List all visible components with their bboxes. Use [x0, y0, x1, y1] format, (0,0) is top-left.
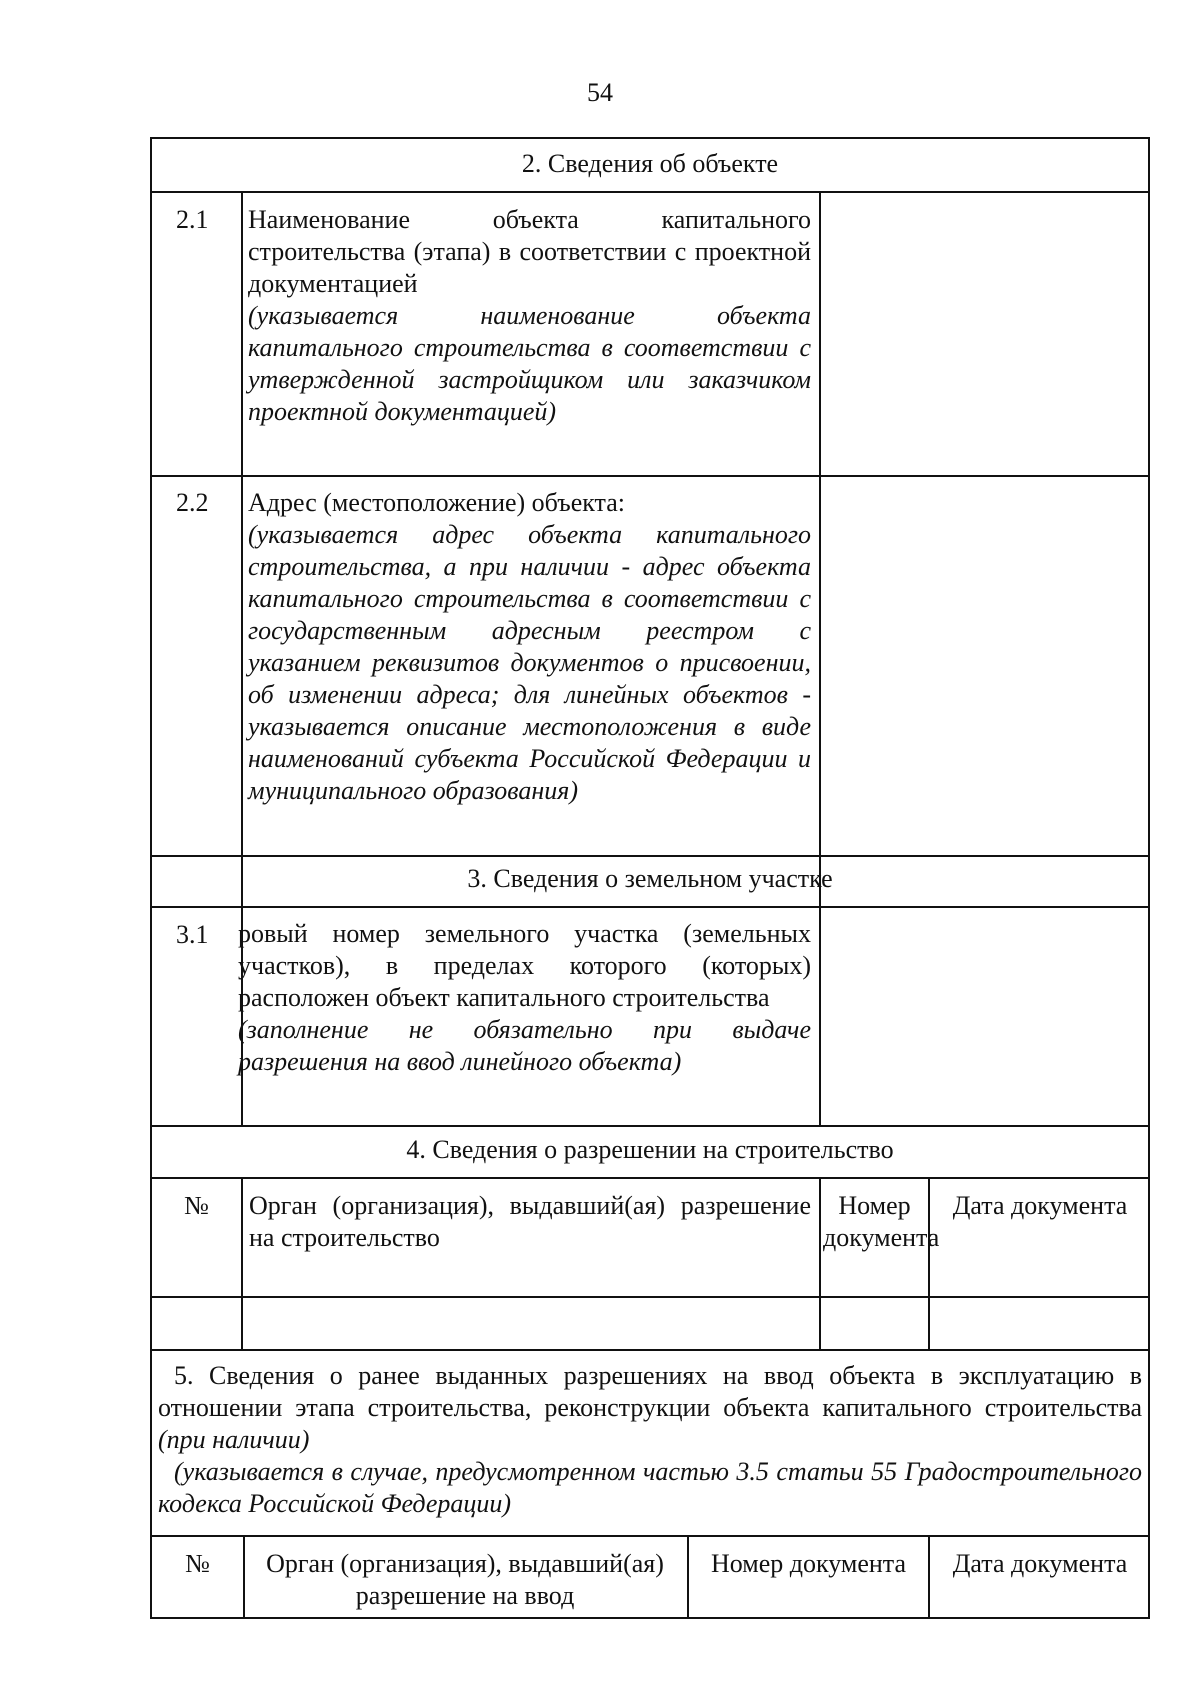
sec5-head-doc-date: Дата документа	[952, 1549, 1128, 1578]
col-rule-num-5	[243, 1535, 245, 1619]
row-2-1-value-cell[interactable]	[821, 193, 1148, 474]
sec4-empty-doc-date-cell[interactable]	[930, 1298, 1148, 1348]
sec4-head-num: №	[184, 1191, 209, 1220]
section5-title-hint: (при наличии)	[158, 1425, 310, 1454]
section3-title: 3. Сведения о земельном участке	[467, 864, 833, 893]
rule-row31-bottom	[150, 1125, 1150, 1127]
rule-row22-bottom	[150, 855, 1150, 857]
col-rule-doc-5	[687, 1535, 689, 1619]
row-3-1-label: ровый номер земельного участка (земельных участков), в пределах которого (которых) расположен объект капитального строительства	[238, 919, 811, 1012]
col-rule-date-5	[928, 1535, 930, 1619]
rule-sec4-empty-bottom	[150, 1349, 1150, 1351]
page-number: 54	[587, 78, 613, 107]
sec4-head-organ: Орган (организация), выдавший(ая) разрешение на строительство	[249, 1191, 811, 1252]
sec4-head-doc-date: Дата документа	[952, 1191, 1128, 1220]
row-2-1-hint: (указывается наименование объекта капитального строительства в соответствии с утвержденной застройщиком или заказчиком проектной документацией)	[248, 301, 811, 426]
row-2-2-label: Адрес (местоположение) объекта:	[248, 488, 625, 517]
row-2-2-text	[248, 487, 811, 807]
sec4-head-doc-number: Номер документа	[823, 1191, 940, 1252]
section4-title: 4. Сведения о разрешении на строительство	[406, 1135, 894, 1164]
section5-hint: (указывается в случае, предусмотренном частью 3.5 статьи 55 Градостроительного кодекса Российской Федерации)	[158, 1457, 1142, 1518]
sec5-head-num: №	[185, 1549, 210, 1578]
sec5-head-organ: Орган (организация), выдавший(ая) разрешение на ввод	[266, 1549, 664, 1610]
section5-title: 5. Сведения о ранее выданных разрешениях на ввод объекта в эксплуатацию в отношении этапа строительства, реконструкции объекта капитального строительства	[158, 1361, 1142, 1422]
row-2-2-value-cell[interactable]	[821, 477, 1148, 854]
section2-title: 2. Сведения об объекте	[521, 149, 779, 178]
row-2-2-hint: (указывается адрес объекта капитального строительства, а при наличии - адрес объекта капитального строительства в соответствии с государственным адресным реестром с указанием реквизитов документов о присвоении, об изменении адреса; для линейных объектов - указывается описание местоположения в виде наименований субъекта Российской Федерации и муниципального образования)	[248, 520, 811, 805]
row-2-1-label: Наименование объекта капитального строительства (этапа) в соответствии с проектной документацией	[248, 205, 811, 298]
rule-sec4-bottom	[150, 1177, 1150, 1179]
row-3-1-value-cell[interactable]	[821, 908, 1148, 1124]
row-3-1-number: 3.1	[176, 920, 209, 949]
sec4-empty-organ-cell[interactable]	[243, 1298, 818, 1348]
sec5-head-doc-number: Номер документа	[710, 1549, 907, 1578]
col-rule-num-top	[241, 191, 243, 906]
row-3-1-text	[238, 918, 811, 1078]
row-2-1-text	[248, 204, 811, 428]
rule-sec5-bottom	[150, 1535, 1150, 1537]
sec4-empty-doc-number-cell[interactable]	[821, 1298, 927, 1348]
row-2-2-number: 2.2	[176, 488, 209, 517]
row-2-1-number: 2.1	[176, 205, 209, 234]
sec4-empty-num-cell[interactable]	[152, 1298, 240, 1348]
row-3-1-hint: (заполнение не обязательно при выдаче разрешения на ввод линейного объекта)	[238, 1015, 811, 1076]
section5-text	[158, 1360, 1142, 1520]
